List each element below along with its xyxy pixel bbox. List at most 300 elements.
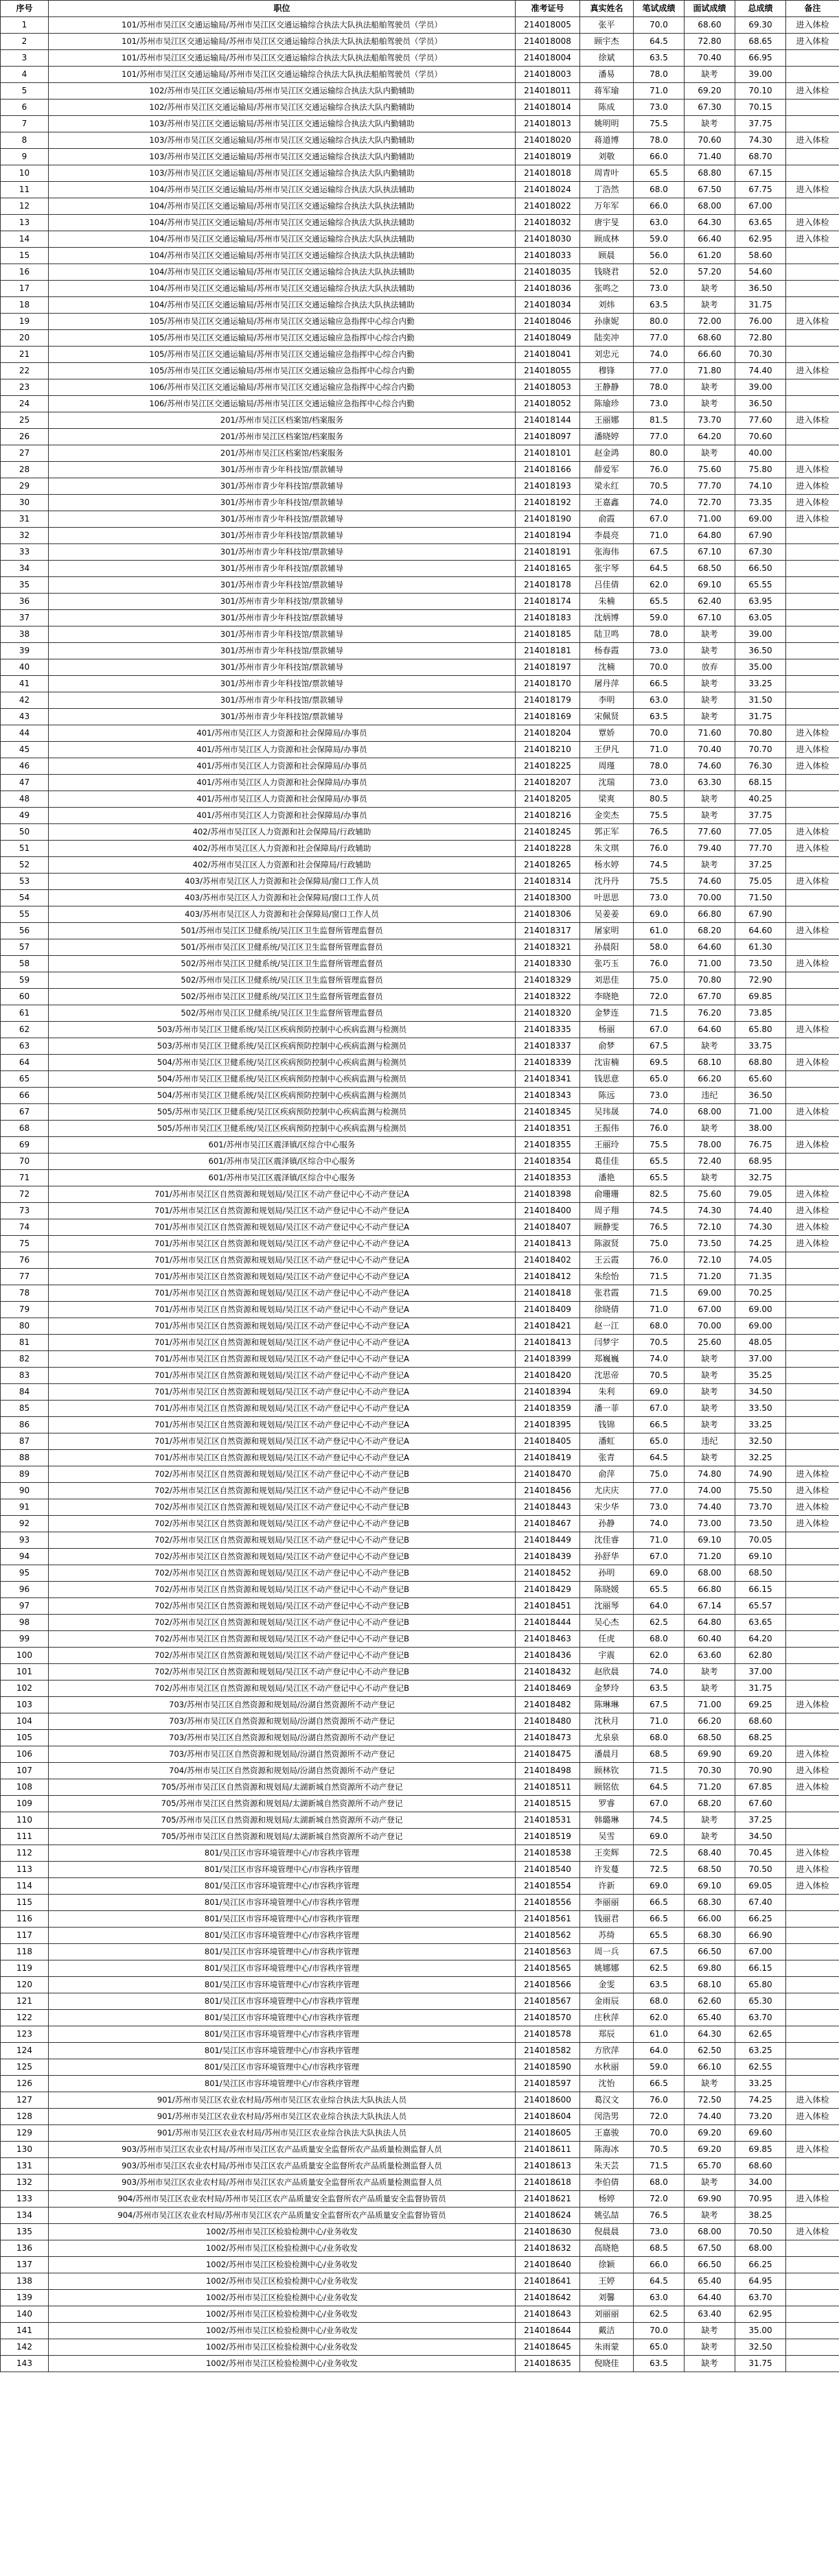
- cell-remark: [786, 445, 839, 462]
- table-row: [1, 577, 839, 594]
- cell-interview-score: 64.30: [685, 215, 735, 231]
- cell-total-score: 39.00: [735, 627, 786, 643]
- cell-seq: 42: [1, 692, 49, 709]
- cell-remark: [786, 890, 839, 906]
- cell-total-score: 74.90: [735, 1466, 786, 1483]
- cell-position: 703/苏州市吴江区自然资源和规划局/汾湖自然资源所不动产登记: [49, 1697, 516, 1713]
- cell-name: 庄秋萍: [580, 2010, 634, 2026]
- cell-name: 孙晨阳: [580, 939, 634, 956]
- cell-total-score: 72.90: [735, 972, 786, 989]
- cell-remark: [786, 2356, 839, 2372]
- cell-remark: [786, 939, 839, 956]
- cell-remark: [786, 1993, 839, 2010]
- cell-interview-score: 缺考: [685, 676, 735, 692]
- cell-total-score: 69.85: [735, 2142, 786, 2158]
- cell-written-score: 73.0: [634, 890, 685, 906]
- cell-exam-id: 214018097: [516, 429, 580, 445]
- cell-exam-id: 214018354: [516, 1154, 580, 1170]
- cell-written-score: 74.5: [634, 1812, 685, 1829]
- cell-remark: 进入体检: [786, 1697, 839, 1713]
- cell-remark: [786, 149, 839, 165]
- cell-position: 1002/苏州市吴江区检验检测中心/业务收发: [49, 2240, 516, 2257]
- cell-written-score: 69.0: [634, 1384, 685, 1401]
- cell-seq: 98: [1, 1615, 49, 1631]
- table-row: [1, 1664, 839, 1681]
- cell-written-score: 78.0: [634, 379, 685, 396]
- cell-seq: 12: [1, 198, 49, 215]
- cell-position: 101/苏州市吴江区交通运输局/苏州市吴江区交通运输综合执法大队执法船舶驾驶员（学员）: [49, 67, 516, 83]
- cell-exam-id: 214018210: [516, 742, 580, 758]
- cell-written-score: 52.0: [634, 264, 685, 281]
- cell-interview-score: 69.10: [685, 577, 735, 594]
- cell-position: 801/吴江区市容环境管理中心/市容秩序管理: [49, 1862, 516, 1878]
- cell-interview-score: 72.80: [685, 34, 735, 50]
- cell-interview-score: 68.00: [685, 1565, 735, 1582]
- cell-exam-id: 214018452: [516, 1565, 580, 1582]
- cell-exam-id: 214018413: [516, 1335, 580, 1351]
- table-row: [1, 478, 839, 495]
- cell-interview-score: 72.70: [685, 495, 735, 511]
- cell-total-score: 32.50: [735, 2339, 786, 2356]
- cell-total-score: 73.50: [735, 956, 786, 972]
- table-row: [1, 709, 839, 725]
- cell-interview-score: 缺考: [685, 808, 735, 824]
- cell-exam-id: 214018049: [516, 330, 580, 347]
- cell-position: 601/苏州市吴江区震泽镇/区综合中心服务: [49, 1137, 516, 1154]
- cell-written-score: 63.0: [634, 692, 685, 709]
- cell-interview-score: 67.00: [685, 1302, 735, 1318]
- cell-seq: 114: [1, 1878, 49, 1895]
- cell-interview-score: 78.00: [685, 1137, 735, 1154]
- cell-remark: [786, 198, 839, 215]
- cell-written-score: 61.0: [634, 923, 685, 939]
- cell-exam-id: 214018640: [516, 2257, 580, 2273]
- cell-interview-score: 66.80: [685, 1582, 735, 1598]
- cell-written-score: 71.0: [634, 1713, 685, 1730]
- cell-position: 301/苏州市青少年科技馆/票款辅导: [49, 528, 516, 544]
- cell-seq: 120: [1, 1977, 49, 1993]
- cell-interview-score: 65.40: [685, 2010, 735, 2026]
- cell-exam-id: 214018563: [516, 1944, 580, 1960]
- cell-name: 陆卫鸣: [580, 627, 634, 643]
- table-row: [1, 1960, 839, 1977]
- table-row: [1, 314, 839, 330]
- cell-total-score: 69.10: [735, 1549, 786, 1565]
- cell-name: 沈秋月: [580, 1713, 634, 1730]
- cell-position: 101/苏州市吴江区交通运输局/苏州市吴江区交通运输综合执法大队执法船舶驾驶员（学员）: [49, 34, 516, 50]
- cell-total-score: 37.25: [735, 857, 786, 874]
- cell-exam-id: 214018204: [516, 725, 580, 742]
- cell-name: 吴姜姜: [580, 906, 634, 923]
- cell-written-score: 70.0: [634, 725, 685, 742]
- cell-interview-score: 缺考: [685, 2323, 735, 2339]
- cell-name: 金梦连: [580, 1005, 634, 1022]
- cell-exam-id: 214018004: [516, 50, 580, 67]
- cell-position: 402/苏州市吴江区人力资源和社会保障局/行政辅助: [49, 824, 516, 841]
- cell-total-score: 67.75: [735, 182, 786, 198]
- cell-remark: [786, 1582, 839, 1598]
- cell-exam-id: 214018511: [516, 1779, 580, 1796]
- cell-position: 105/苏州市吴江区交通运输局/苏州市吴江区交通运输应急指挥中心综合内勤: [49, 314, 516, 330]
- cell-remark: 进入体检: [786, 132, 839, 149]
- cell-total-score: 74.40: [735, 363, 786, 379]
- table-row: [1, 248, 839, 264]
- table-row: [1, 1697, 839, 1713]
- cell-exam-id: 214018632: [516, 2240, 580, 2257]
- table-row: [1, 1170, 839, 1186]
- cell-name: 顾成林: [580, 231, 634, 248]
- cell-remark: 进入体检: [786, 83, 839, 99]
- cell-remark: 进入体检: [786, 2142, 839, 2158]
- table-row: [1, 2208, 839, 2224]
- cell-written-score: 76.0: [634, 956, 685, 972]
- cell-interview-score: 70.40: [685, 742, 735, 758]
- cell-interview-score: 68.60: [685, 17, 735, 34]
- table-row: [1, 2076, 839, 2092]
- cell-interview-score: 缺考: [685, 1664, 735, 1681]
- cell-seq: 142: [1, 2339, 49, 2356]
- cell-exam-id: 214018035: [516, 264, 580, 281]
- cell-exam-id: 214018020: [516, 132, 580, 149]
- cell-seq: 112: [1, 1845, 49, 1862]
- table-row: [1, 1384, 839, 1401]
- table-row: [1, 1121, 839, 1137]
- cell-remark: [786, 116, 839, 132]
- table-row: [1, 495, 839, 511]
- cell-remark: [786, 50, 839, 67]
- cell-seq: 47: [1, 775, 49, 791]
- header-written-score: 笔试成绩: [634, 1, 685, 17]
- cell-total-score: 31.75: [735, 1681, 786, 1697]
- table-row: [1, 1944, 839, 1960]
- cell-name: 韩璐琳: [580, 1812, 634, 1829]
- cell-remark: 进入体检: [786, 215, 839, 231]
- table-row: [1, 1928, 839, 1944]
- cell-interview-score: 57.20: [685, 264, 735, 281]
- cell-seq: 27: [1, 445, 49, 462]
- cell-written-score: 69.0: [634, 906, 685, 923]
- cell-interview-score: 76.20: [685, 1005, 735, 1022]
- cell-position: 705/苏州市吴江区自然资源和规划局/太湖新城自然资源所不动产登记: [49, 1829, 516, 1845]
- cell-exam-id: 214018169: [516, 709, 580, 725]
- cell-name: 沈丹丹: [580, 874, 634, 890]
- cell-name: 潘易: [580, 67, 634, 83]
- cell-position: 301/苏州市青少年科技馆/票款辅导: [49, 544, 516, 561]
- cell-exam-id: 214018402: [516, 1252, 580, 1269]
- cell-remark: [786, 1450, 839, 1466]
- cell-position: 701/苏州市吴江区自然资源和规划局/吴江区不动产登记中心不动产登记A: [49, 1285, 516, 1302]
- cell-seq: 20: [1, 330, 49, 347]
- cell-name: 俞萍: [580, 1466, 634, 1483]
- cell-written-score: 66.5: [634, 2076, 685, 2092]
- cell-name: 陈海冰: [580, 2142, 634, 2158]
- table-row: [1, 198, 839, 215]
- cell-exam-id: 214018193: [516, 478, 580, 495]
- cell-exam-id: 214018228: [516, 841, 580, 857]
- table-row: [1, 1713, 839, 1730]
- cell-interview-score: 63.40: [685, 2306, 735, 2323]
- cell-name: 顾铭依: [580, 1779, 634, 1796]
- cell-exam-id: 214018191: [516, 544, 580, 561]
- table-row: [1, 824, 839, 841]
- cell-total-score: 35.25: [735, 1368, 786, 1384]
- cell-name: 张宇琴: [580, 561, 634, 577]
- cell-seq: 133: [1, 2191, 49, 2208]
- cell-written-score: 71.0: [634, 83, 685, 99]
- cell-exam-id: 214018540: [516, 1862, 580, 1878]
- cell-interview-score: 67.10: [685, 544, 735, 561]
- cell-seq: 93: [1, 1532, 49, 1549]
- cell-position: 301/苏州市青少年科技馆/票款辅导: [49, 676, 516, 692]
- cell-name: 杨丽: [580, 1022, 634, 1038]
- cell-position: 701/苏州市吴江区自然资源和规划局/吴江区不动产登记中心不动产登记A: [49, 1384, 516, 1401]
- cell-seq: 24: [1, 396, 49, 412]
- cell-remark: [786, 2026, 839, 2043]
- cell-exam-id: 214018024: [516, 182, 580, 198]
- cell-seq: 83: [1, 1368, 49, 1384]
- cell-written-score: 68.0: [634, 1318, 685, 1335]
- cell-seq: 113: [1, 1862, 49, 1878]
- cell-written-score: 63.0: [634, 215, 685, 231]
- cell-remark: 进入体检: [786, 478, 839, 495]
- cell-name: 周一兵: [580, 1944, 634, 1960]
- table-row: [1, 149, 839, 165]
- cell-written-score: 66.0: [634, 2257, 685, 2273]
- cell-exam-id: 214018359: [516, 1401, 580, 1417]
- cell-remark: 进入体检: [786, 1516, 839, 1532]
- cell-remark: 进入体检: [786, 182, 839, 198]
- table-row: [1, 1681, 839, 1697]
- table-row: [1, 2043, 839, 2059]
- cell-interview-score: 64.80: [685, 528, 735, 544]
- cell-interview-score: 69.10: [685, 1532, 735, 1549]
- cell-remark: [786, 429, 839, 445]
- cell-seq: 127: [1, 2092, 49, 2109]
- cell-remark: [786, 1532, 839, 1549]
- cell-position: 702/苏州市吴江区自然资源和规划局/吴江区不动产登记中心不动产登记B: [49, 1499, 516, 1516]
- table-row: [1, 1532, 839, 1549]
- table-row: [1, 758, 839, 775]
- cell-total-score: 71.00: [735, 1104, 786, 1121]
- cell-total-score: 31.75: [735, 709, 786, 725]
- cell-name: 沈怡: [580, 2076, 634, 2092]
- cell-seq: 72: [1, 1186, 49, 1203]
- cell-exam-id: 214018205: [516, 791, 580, 808]
- cell-position: 402/苏州市吴江区人力资源和社会保障局/行政辅助: [49, 841, 516, 857]
- cell-position: 505/苏州市吴江区卫健系统/吴江区疾病预防控制中心疾病监测与检测员: [49, 1121, 516, 1137]
- cell-exam-id: 214018398: [516, 1186, 580, 1203]
- cell-total-score: 68.60: [735, 2158, 786, 2175]
- cell-exam-id: 214018600: [516, 2092, 580, 2109]
- cell-total-score: 68.50: [735, 1565, 786, 1582]
- cell-written-score: 71.0: [634, 1302, 685, 1318]
- cell-written-score: 67.5: [634, 1038, 685, 1055]
- cell-name: 陈成: [580, 99, 634, 116]
- cell-written-score: 72.5: [634, 1862, 685, 1878]
- cell-seq: 90: [1, 1483, 49, 1499]
- cell-interview-score: 68.40: [685, 1845, 735, 1862]
- cell-seq: 78: [1, 1285, 49, 1302]
- table-row: [1, 2175, 839, 2191]
- cell-exam-id: 214018053: [516, 379, 580, 396]
- cell-interview-score: 违纪: [685, 1433, 735, 1450]
- cell-written-score: 59.0: [634, 2059, 685, 2076]
- cell-exam-id: 214018405: [516, 1433, 580, 1450]
- cell-name: 潘一菲: [580, 1401, 634, 1417]
- table-row: [1, 1401, 839, 1417]
- cell-remark: [786, 1565, 839, 1582]
- cell-seq: 138: [1, 2273, 49, 2290]
- cell-exam-id: 214018641: [516, 2273, 580, 2290]
- table-row: [1, 1812, 839, 1829]
- cell-remark: [786, 1829, 839, 1845]
- cell-exam-id: 214018436: [516, 1648, 580, 1664]
- cell-position: 504/苏州市吴江区卫健系统/吴江区疾病预防控制中心疾病监测与检测员: [49, 1088, 516, 1104]
- cell-name: 屠家明: [580, 923, 634, 939]
- cell-seq: 7: [1, 116, 49, 132]
- cell-name: 王丽玲: [580, 1137, 634, 1154]
- cell-interview-score: 67.50: [685, 182, 735, 198]
- cell-seq: 29: [1, 478, 49, 495]
- cell-name: 钱锦: [580, 1417, 634, 1433]
- cell-position: 104/苏州市吴江区交通运输局/苏州市吴江区交通运输综合执法大队执法辅助: [49, 281, 516, 297]
- cell-written-score: 65.5: [634, 1154, 685, 1170]
- cell-interview-score: 64.30: [685, 2026, 735, 2043]
- table-row: [1, 1763, 839, 1779]
- cell-remark: [786, 2158, 839, 2175]
- table-row: [1, 1318, 839, 1335]
- cell-total-score: 31.75: [735, 2356, 786, 2372]
- cell-seq: 36: [1, 594, 49, 610]
- cell-seq: 116: [1, 1911, 49, 1928]
- cell-seq: 57: [1, 939, 49, 956]
- cell-written-score: 70.0: [634, 2125, 685, 2142]
- table-row: [1, 923, 839, 939]
- table-row: [1, 264, 839, 281]
- cell-position: 705/苏州市吴江区自然资源和规划局/太湖新城自然资源所不动产登记: [49, 1812, 516, 1829]
- cell-written-score: 75.0: [634, 1236, 685, 1252]
- cell-remark: 进入体检: [786, 923, 839, 939]
- cell-interview-score: 68.20: [685, 1796, 735, 1812]
- cell-remark: [786, 610, 839, 627]
- cell-total-score: 68.25: [735, 1730, 786, 1746]
- cell-exam-id: 214018005: [516, 17, 580, 34]
- cell-total-score: 36.50: [735, 396, 786, 412]
- cell-written-score: 76.5: [634, 2208, 685, 2224]
- cell-name: 沈楠: [580, 659, 634, 676]
- cell-written-score: 80.0: [634, 314, 685, 330]
- cell-total-score: 70.05: [735, 1532, 786, 1549]
- cell-exam-id: 214018538: [516, 1845, 580, 1862]
- cell-remark: 进入体检: [786, 2224, 839, 2240]
- cell-remark: 进入体检: [786, 841, 839, 857]
- table-row: [1, 2257, 839, 2273]
- cell-remark: [786, 906, 839, 923]
- cell-written-score: 80.0: [634, 445, 685, 462]
- cell-name: 刘馨: [580, 2290, 634, 2306]
- cell-name: 丁浩然: [580, 182, 634, 198]
- cell-written-score: 77.0: [634, 1483, 685, 1499]
- table-row: [1, 544, 839, 561]
- cell-exam-id: 214018605: [516, 2125, 580, 2142]
- cell-position: 201/苏州市吴江区档案馆/档案服务: [49, 412, 516, 429]
- cell-position: 701/苏州市吴江区自然资源和规划局/吴江区不动产登记中心不动产登记A: [49, 1401, 516, 1417]
- cell-total-score: 36.50: [735, 1088, 786, 1104]
- cell-interview-score: 74.30: [685, 1203, 735, 1219]
- cell-remark: [786, 1302, 839, 1318]
- cell-total-score: 58.60: [735, 248, 786, 264]
- cell-total-score: 32.50: [735, 1433, 786, 1450]
- cell-remark: [786, 1071, 839, 1088]
- cell-remark: [786, 1615, 839, 1631]
- cell-total-score: 77.05: [735, 824, 786, 841]
- cell-total-score: 34.00: [735, 2175, 786, 2191]
- cell-total-score: 77.70: [735, 841, 786, 857]
- cell-remark: 进入体检: [786, 1104, 839, 1121]
- cell-total-score: 64.95: [735, 2273, 786, 2290]
- cell-written-score: 66.5: [634, 1417, 685, 1433]
- cell-written-score: 70.5: [634, 1335, 685, 1351]
- cell-total-score: 68.00: [735, 2240, 786, 2257]
- cell-remark: [786, 1681, 839, 1697]
- cell-interview-score: 缺考: [685, 1038, 735, 1055]
- cell-seq: 21: [1, 347, 49, 363]
- cell-exam-id: 214018317: [516, 923, 580, 939]
- table-row: [1, 2026, 839, 2043]
- cell-remark: [786, 1598, 839, 1615]
- cell-position: 401/苏州市吴江区人力资源和社会保障局/办事员: [49, 725, 516, 742]
- cell-exam-id: 214018531: [516, 1812, 580, 1829]
- cell-interview-score: 68.10: [685, 1977, 735, 1993]
- cell-name: 赵金鸿: [580, 445, 634, 462]
- table-row: [1, 1335, 839, 1351]
- cell-interview-score: 71.20: [685, 1269, 735, 1285]
- cell-exam-id: 214018611: [516, 2142, 580, 2158]
- cell-exam-id: 214018394: [516, 1384, 580, 1401]
- cell-position: 703/苏州市吴江区自然资源和规划局/汾湖自然资源所不动产登记: [49, 1713, 516, 1730]
- cell-name: 高晓艳: [580, 2240, 634, 2257]
- table-row: [1, 379, 839, 396]
- cell-written-score: 72.0: [634, 2109, 685, 2125]
- cell-interview-score: 缺考: [685, 281, 735, 297]
- header-interview-score: 面试成绩: [685, 1, 735, 17]
- cell-total-score: 66.50: [735, 561, 786, 577]
- cell-written-score: 62.0: [634, 577, 685, 594]
- cell-position: 903/苏州市吴江区农业农村局/苏州市吴江区农产品质量安全监督所农产品质量检测监督人员: [49, 2142, 516, 2158]
- cell-seq: 97: [1, 1598, 49, 1615]
- table-row: [1, 34, 839, 50]
- cell-position: 705/苏州市吴江区自然资源和规划局/太湖新城自然资源所不动产登记: [49, 1779, 516, 1796]
- cell-seq: 60: [1, 989, 49, 1005]
- cell-remark: [786, 528, 839, 544]
- cell-total-score: 67.30: [735, 544, 786, 561]
- table-row: [1, 1417, 839, 1433]
- table-row: [1, 511, 839, 528]
- cell-position: 1002/苏州市吴江区检验检测中心/业务收发: [49, 2290, 516, 2306]
- table-row: [1, 1648, 839, 1664]
- cell-remark: [786, 791, 839, 808]
- cell-total-score: 73.50: [735, 1516, 786, 1532]
- cell-exam-id: 214018645: [516, 2339, 580, 2356]
- cell-exam-id: 214018207: [516, 775, 580, 791]
- cell-interview-score: 71.20: [685, 1549, 735, 1565]
- cell-name: 陈晓媛: [580, 1582, 634, 1598]
- cell-name: 潘虹: [580, 1433, 634, 1450]
- cell-exam-id: 214018515: [516, 1796, 580, 1812]
- cell-position: 104/苏州市吴江区交通运输局/苏州市吴江区交通运输综合执法大队执法辅助: [49, 182, 516, 198]
- cell-remark: [786, 1088, 839, 1104]
- cell-written-score: 74.0: [634, 1664, 685, 1681]
